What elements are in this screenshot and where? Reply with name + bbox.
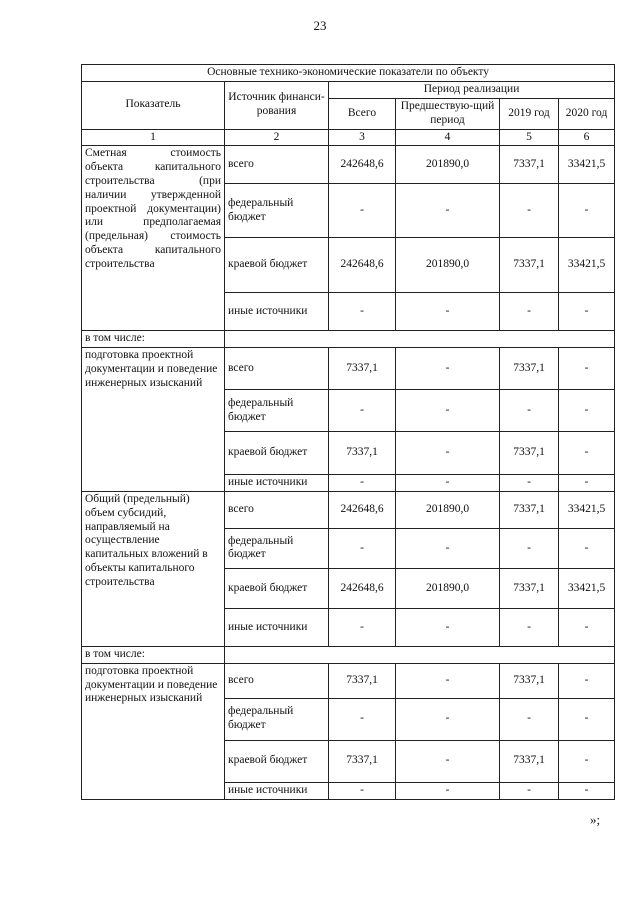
previous-cell: - xyxy=(396,740,500,782)
y2020-cell: 33421,5 xyxy=(559,238,615,293)
y2020-cell: - xyxy=(559,698,615,740)
table-title: Основные технико-экономические показатели по объекту xyxy=(82,65,615,82)
y2019-cell: - xyxy=(500,475,559,492)
previous-cell: 201890,0 xyxy=(396,491,500,528)
y2019-cell: 7337,1 xyxy=(500,348,559,390)
y2019-cell: 7337,1 xyxy=(500,491,559,528)
header-period: Период реализации xyxy=(329,81,615,98)
y2020-cell: - xyxy=(559,293,615,331)
source-cell: иные источники xyxy=(225,293,329,331)
y2019-cell: 7337,1 xyxy=(500,146,559,184)
y2020-cell: - xyxy=(559,782,615,799)
header-source: Источник финанси-рования xyxy=(225,81,329,129)
total-cell: 7337,1 xyxy=(329,740,396,782)
table-row xyxy=(82,491,615,528)
y2019-cell: 7337,1 xyxy=(500,568,559,608)
total-cell: - xyxy=(329,782,396,799)
indicator-label: Общий (предельный) объем субсидий, направляемый на осуществление капитальных вложений в объекты капитального строительства xyxy=(82,491,225,646)
source-cell: федеральный бюджет xyxy=(225,698,329,740)
previous-cell: - xyxy=(396,608,500,646)
source-cell: федеральный бюджет xyxy=(225,528,329,568)
y2019-cell: - xyxy=(500,293,559,331)
total-cell: 7337,1 xyxy=(329,348,396,390)
y2019-cell: - xyxy=(500,528,559,568)
previous-cell: - xyxy=(396,663,500,698)
total-cell: - xyxy=(329,608,396,646)
header-previous: Предшествую-щий период xyxy=(396,98,500,129)
y2020-cell: - xyxy=(559,663,615,698)
col-number: 4 xyxy=(396,129,500,146)
y2019-cell: - xyxy=(500,608,559,646)
total-cell: - xyxy=(329,475,396,492)
source-cell: всего xyxy=(225,491,329,528)
header-2019: 2019 год xyxy=(500,98,559,129)
total-cell: 242648,6 xyxy=(329,491,396,528)
source-cell: всего xyxy=(225,146,329,184)
header-indicator: Показатель xyxy=(82,81,225,129)
source-cell: иные источники xyxy=(225,782,329,799)
source-cell: иные источники xyxy=(225,608,329,646)
y2019-cell: 7337,1 xyxy=(500,238,559,293)
total-cell: - xyxy=(329,528,396,568)
total-cell: - xyxy=(329,698,396,740)
source-cell: краевой бюджет xyxy=(225,432,329,475)
y2020-cell: 33421,5 xyxy=(559,146,615,184)
header-total: Всего xyxy=(329,98,396,129)
in-that-spacer xyxy=(225,331,615,348)
y2019-cell: - xyxy=(500,698,559,740)
previous-cell: - xyxy=(396,698,500,740)
total-cell: - xyxy=(329,390,396,432)
y2020-cell: - xyxy=(559,740,615,782)
previous-cell: - xyxy=(396,782,500,799)
source-cell: всего xyxy=(225,348,329,390)
y2020-cell: - xyxy=(559,184,615,238)
total-cell: 242648,6 xyxy=(329,568,396,608)
y2020-cell: - xyxy=(559,348,615,390)
indicator-label: Сметная стоимость объекта капитального строительства (при наличии утвержденной проектной документации) или предполагаемая (предельная) стоимость объекта капитального строительства xyxy=(82,146,225,331)
y2019-cell: - xyxy=(500,782,559,799)
y2020-cell: 33421,5 xyxy=(559,568,615,608)
total-cell: 242648,6 xyxy=(329,238,396,293)
total-cell: 7337,1 xyxy=(329,663,396,698)
col-number: 6 xyxy=(559,129,615,146)
col-number: 3 xyxy=(329,129,396,146)
previous-cell: - xyxy=(396,475,500,492)
table-row xyxy=(82,663,615,698)
closing-quote: »; xyxy=(590,812,601,827)
total-cell: - xyxy=(329,184,396,238)
in-that-row xyxy=(82,331,615,348)
y2019-cell: 7337,1 xyxy=(500,432,559,475)
y2020-cell: - xyxy=(559,608,615,646)
y2020-cell: - xyxy=(559,390,615,432)
col-number: 1 xyxy=(82,129,225,146)
source-cell: федеральный бюджет xyxy=(225,390,329,432)
total-cell: - xyxy=(329,293,396,331)
previous-cell: - xyxy=(396,348,500,390)
previous-cell: - xyxy=(396,432,500,475)
page-number: 23 xyxy=(313,18,327,33)
previous-cell: - xyxy=(396,184,500,238)
previous-cell: - xyxy=(396,293,500,331)
y2020-cell: - xyxy=(559,475,615,492)
indicator-label: подготовка проектной документации и поведение инженерных изысканий xyxy=(82,348,225,492)
y2020-cell: 33421,5 xyxy=(559,491,615,528)
previous-cell: - xyxy=(396,390,500,432)
previous-cell: 201890,0 xyxy=(396,238,500,293)
previous-cell: 201890,0 xyxy=(396,146,500,184)
total-cell: 7337,1 xyxy=(329,432,396,475)
source-cell: федеральный бюджет xyxy=(225,184,329,238)
source-cell: всего xyxy=(225,663,329,698)
previous-cell: 201890,0 xyxy=(396,568,500,608)
source-cell: краевой бюджет xyxy=(225,238,329,293)
source-cell: иные источники xyxy=(225,475,329,492)
header-row-1 xyxy=(82,81,615,98)
column-numbers-row xyxy=(82,129,615,146)
y2019-cell: 7337,1 xyxy=(500,740,559,782)
in-that-spacer xyxy=(225,646,615,663)
previous-cell: - xyxy=(396,528,500,568)
indicator-label: подготовка проектной документации и поведение инженерных изысканий xyxy=(82,663,225,799)
total-cell: 242648,6 xyxy=(329,146,396,184)
y2019-cell: 7337,1 xyxy=(500,663,559,698)
y2019-cell: - xyxy=(500,184,559,238)
indicators-table xyxy=(81,64,615,800)
col-number: 2 xyxy=(225,129,329,146)
y2020-cell: - xyxy=(559,528,615,568)
in-that-label: в том числе: xyxy=(82,331,225,348)
y2019-cell: - xyxy=(500,390,559,432)
in-that-label: в том числе: xyxy=(82,646,225,663)
table-row xyxy=(82,146,615,184)
header-2020: 2020 год xyxy=(559,98,615,129)
y2020-cell: - xyxy=(559,432,615,475)
col-number: 5 xyxy=(500,129,559,146)
in-that-row xyxy=(82,646,615,663)
source-cell: краевой бюджет xyxy=(225,568,329,608)
table-title-row xyxy=(82,65,615,82)
table-row xyxy=(82,348,615,390)
source-cell: краевой бюджет xyxy=(225,740,329,782)
